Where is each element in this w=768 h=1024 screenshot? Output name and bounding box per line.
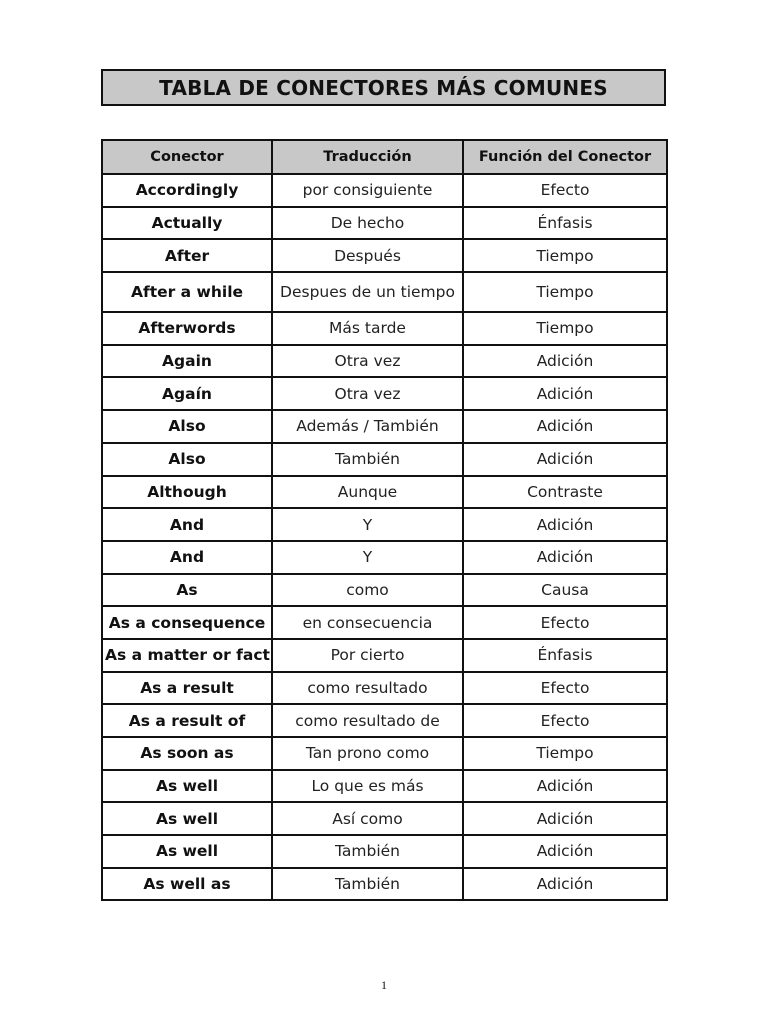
table-row bbox=[102, 174, 667, 207]
cell-translation: Despues de un tiempo bbox=[272, 272, 463, 312]
cell-connector: Also bbox=[102, 410, 272, 443]
cell-translation: Y bbox=[272, 508, 463, 541]
cell-translation: Por cierto bbox=[272, 639, 463, 672]
table-row bbox=[102, 770, 667, 803]
cell-connector: As a consequence bbox=[102, 606, 272, 639]
cell-function: Contraste bbox=[463, 476, 667, 509]
cell-translation: Tan prono como bbox=[272, 737, 463, 770]
cell-connector: As soon as bbox=[102, 737, 272, 770]
cell-connector: And bbox=[102, 541, 272, 574]
cell-translation: en consecuencia bbox=[272, 606, 463, 639]
cell-connector: Accordingly bbox=[102, 174, 272, 207]
cell-translation: Más tarde bbox=[272, 312, 463, 345]
table-row bbox=[102, 606, 667, 639]
cell-connector: Although bbox=[102, 476, 272, 509]
cell-function: Tiempo bbox=[463, 312, 667, 345]
cell-function: Tiempo bbox=[463, 272, 667, 312]
cell-function: Adición bbox=[463, 802, 667, 835]
cell-connector: As a result bbox=[102, 672, 272, 705]
table-row bbox=[102, 207, 667, 240]
cell-function: Causa bbox=[463, 574, 667, 607]
table-row bbox=[102, 410, 667, 443]
cell-function: Efecto bbox=[463, 672, 667, 705]
cell-function: Énfasis bbox=[463, 207, 667, 240]
table-row bbox=[102, 476, 667, 509]
document-title-text: TABLA DE CONECTORES MÁS COMUNES bbox=[159, 75, 608, 100]
header-function: Función del Conector bbox=[463, 140, 667, 174]
table-row bbox=[102, 541, 667, 574]
cell-translation: Otra vez bbox=[272, 345, 463, 378]
table-body bbox=[102, 174, 667, 900]
table-row bbox=[102, 672, 667, 705]
cell-function: Adición bbox=[463, 835, 667, 868]
cell-translation: como bbox=[272, 574, 463, 607]
cell-connector: As bbox=[102, 574, 272, 607]
connectors-table bbox=[101, 139, 668, 901]
cell-function: Adición bbox=[463, 377, 667, 410]
cell-function: Adición bbox=[463, 443, 667, 476]
document-title bbox=[101, 69, 666, 106]
cell-translation: Además / También bbox=[272, 410, 463, 443]
header-connector: Conector bbox=[102, 140, 272, 174]
cell-function: Adición bbox=[463, 410, 667, 443]
table-row bbox=[102, 272, 667, 312]
cell-connector: As well bbox=[102, 770, 272, 803]
table-row bbox=[102, 239, 667, 272]
cell-translation: De hecho bbox=[272, 207, 463, 240]
cell-function: Énfasis bbox=[463, 639, 667, 672]
header-translation: Traducción bbox=[272, 140, 463, 174]
cell-translation: Y bbox=[272, 541, 463, 574]
cell-connector: Also bbox=[102, 443, 272, 476]
cell-function: Efecto bbox=[463, 174, 667, 207]
table-row bbox=[102, 704, 667, 737]
header-row bbox=[102, 140, 667, 174]
cell-translation: Lo que es más bbox=[272, 770, 463, 803]
table-row bbox=[102, 443, 667, 476]
cell-function: Adición bbox=[463, 345, 667, 378]
cell-connector: Afterwords bbox=[102, 312, 272, 345]
cell-connector: Actually bbox=[102, 207, 272, 240]
page-number: 1 bbox=[381, 978, 387, 992]
cell-connector: As well bbox=[102, 802, 272, 835]
cell-function: Adición bbox=[463, 770, 667, 803]
cell-translation: Así como bbox=[272, 802, 463, 835]
cell-connector: Agaín bbox=[102, 377, 272, 410]
cell-connector: And bbox=[102, 508, 272, 541]
cell-function: Tiempo bbox=[463, 737, 667, 770]
table-header bbox=[102, 140, 667, 174]
cell-function: Efecto bbox=[463, 606, 667, 639]
cell-translation: como resultado de bbox=[272, 704, 463, 737]
cell-translation: por consiguiente bbox=[272, 174, 463, 207]
table-row bbox=[102, 377, 667, 410]
cell-translation: Aunque bbox=[272, 476, 463, 509]
table-row bbox=[102, 574, 667, 607]
cell-connector: After a while bbox=[102, 272, 272, 312]
cell-translation: como resultado bbox=[272, 672, 463, 705]
cell-translation: También bbox=[272, 835, 463, 868]
cell-translation: También bbox=[272, 443, 463, 476]
table-row bbox=[102, 639, 667, 672]
cell-function: Adición bbox=[463, 541, 667, 574]
table-row bbox=[102, 508, 667, 541]
cell-connector: As a matter or fact bbox=[102, 639, 272, 672]
table-row bbox=[102, 868, 667, 901]
cell-function: Efecto bbox=[463, 704, 667, 737]
cell-translation: Otra vez bbox=[272, 377, 463, 410]
cell-function: Tiempo bbox=[463, 239, 667, 272]
table-row bbox=[102, 312, 667, 345]
cell-function: Adición bbox=[463, 868, 667, 901]
cell-connector: As well bbox=[102, 835, 272, 868]
cell-translation: También bbox=[272, 868, 463, 901]
cell-connector: As a result of bbox=[102, 704, 272, 737]
table-row bbox=[102, 835, 667, 868]
table-row bbox=[102, 345, 667, 378]
table-row bbox=[102, 802, 667, 835]
cell-function: Adición bbox=[463, 508, 667, 541]
cell-connector: As well as bbox=[102, 868, 272, 901]
cell-connector: Again bbox=[102, 345, 272, 378]
table-row bbox=[102, 737, 667, 770]
cell-translation: Después bbox=[272, 239, 463, 272]
cell-connector: After bbox=[102, 239, 272, 272]
